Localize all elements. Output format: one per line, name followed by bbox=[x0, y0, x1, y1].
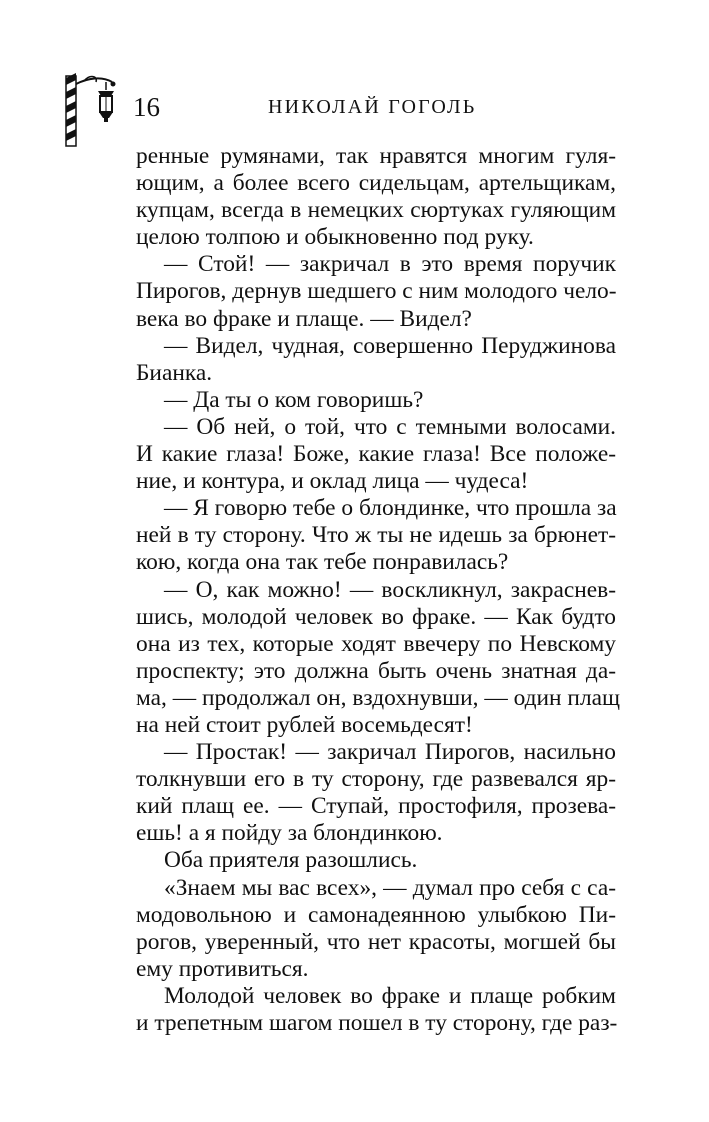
text-line: проспекту; это должна быть очень знатная да- bbox=[136, 657, 616, 684]
text-line: она из тех, которые ходят ввечеру по Невскому bbox=[136, 630, 616, 657]
text-line: рогов, уверенный, что нет красоты, могшей бы bbox=[136, 928, 616, 955]
text-line: «Знаем мы вас всех», — думал про себя с са- bbox=[164, 874, 616, 901]
text-line: ма, — продолжал он, вздохнувши, — один плащ bbox=[136, 684, 621, 711]
text-line: Оба приятеля разошлись. bbox=[164, 847, 418, 874]
text-line: века во фраке и плаще. — Видел? bbox=[136, 305, 472, 332]
running-head-author: НИКОЛАЙ ГОГОЛЬ bbox=[268, 96, 477, 118]
text-line: ешь! а я пойду за блондинкою. bbox=[136, 820, 443, 847]
text-line: ему противиться. bbox=[136, 955, 309, 982]
text-line: И какие глаза! Боже, какие глаза! Все положе- bbox=[136, 441, 616, 468]
text-line: кий плащ ее. — Ступай, простофиля, прозева- bbox=[136, 793, 616, 820]
text-line: ние, и контура, и оклад лица — чудеса! bbox=[136, 468, 529, 495]
text-line: Молодой человек во фраке и плаще робким bbox=[164, 982, 616, 1009]
text-line: целою толпою и обыкновенно под руку. bbox=[136, 224, 534, 251]
text-line: — Простак! — закричал Пирогов, насильно bbox=[164, 739, 616, 766]
text-line: толкнувши его в ту сторону, где развевался яр- bbox=[136, 766, 616, 793]
text-line: ренные румянами, так нравятся многим гуля- bbox=[136, 143, 616, 169]
text-line: шись, молодой человек во фраке. — Как будто bbox=[136, 603, 616, 630]
text-line: и трепетным шагом пошел в ту сторону, где раз- bbox=[136, 1010, 618, 1036]
text-line: ющим, а более всего сидельцам, артельщикам, bbox=[136, 170, 616, 197]
text-line: модовольною и самонадеянною улыбкою Пи- bbox=[136, 901, 616, 928]
text-line: — О, как можно! — воскликнул, закраснев- bbox=[164, 576, 616, 603]
text-line: ней в ту сторону. Что ж ты не идешь за брюнет- bbox=[136, 522, 616, 549]
text-line: — Видел, чудная, совершенно Перуджинова bbox=[164, 332, 616, 359]
text-line: кою, когда она так тебе понравилась? bbox=[136, 549, 509, 576]
text-line: на ней стоит рублей восемьдесят! bbox=[136, 711, 473, 738]
text-line: купцам, всегда в немецких сюртуках гуляющим bbox=[136, 197, 616, 224]
text-line: — Да ты о ком говоришь? bbox=[164, 386, 424, 413]
text-line: Бианка. bbox=[136, 359, 213, 386]
street-lamp-pole-icon bbox=[62, 70, 122, 150]
text-line: — Я говорю тебе о блондинке, что прошла за bbox=[164, 495, 617, 522]
page-number: 16 bbox=[133, 92, 160, 122]
text-line: — Стой! — закричал в это время поручик bbox=[164, 251, 616, 278]
text-line: — Об ней, о той, что с темными волосами. bbox=[164, 413, 616, 440]
text-line: Пирогов, дернув шедшего с ним молодого чело- bbox=[136, 278, 617, 305]
body-text bbox=[136, 143, 621, 1037]
